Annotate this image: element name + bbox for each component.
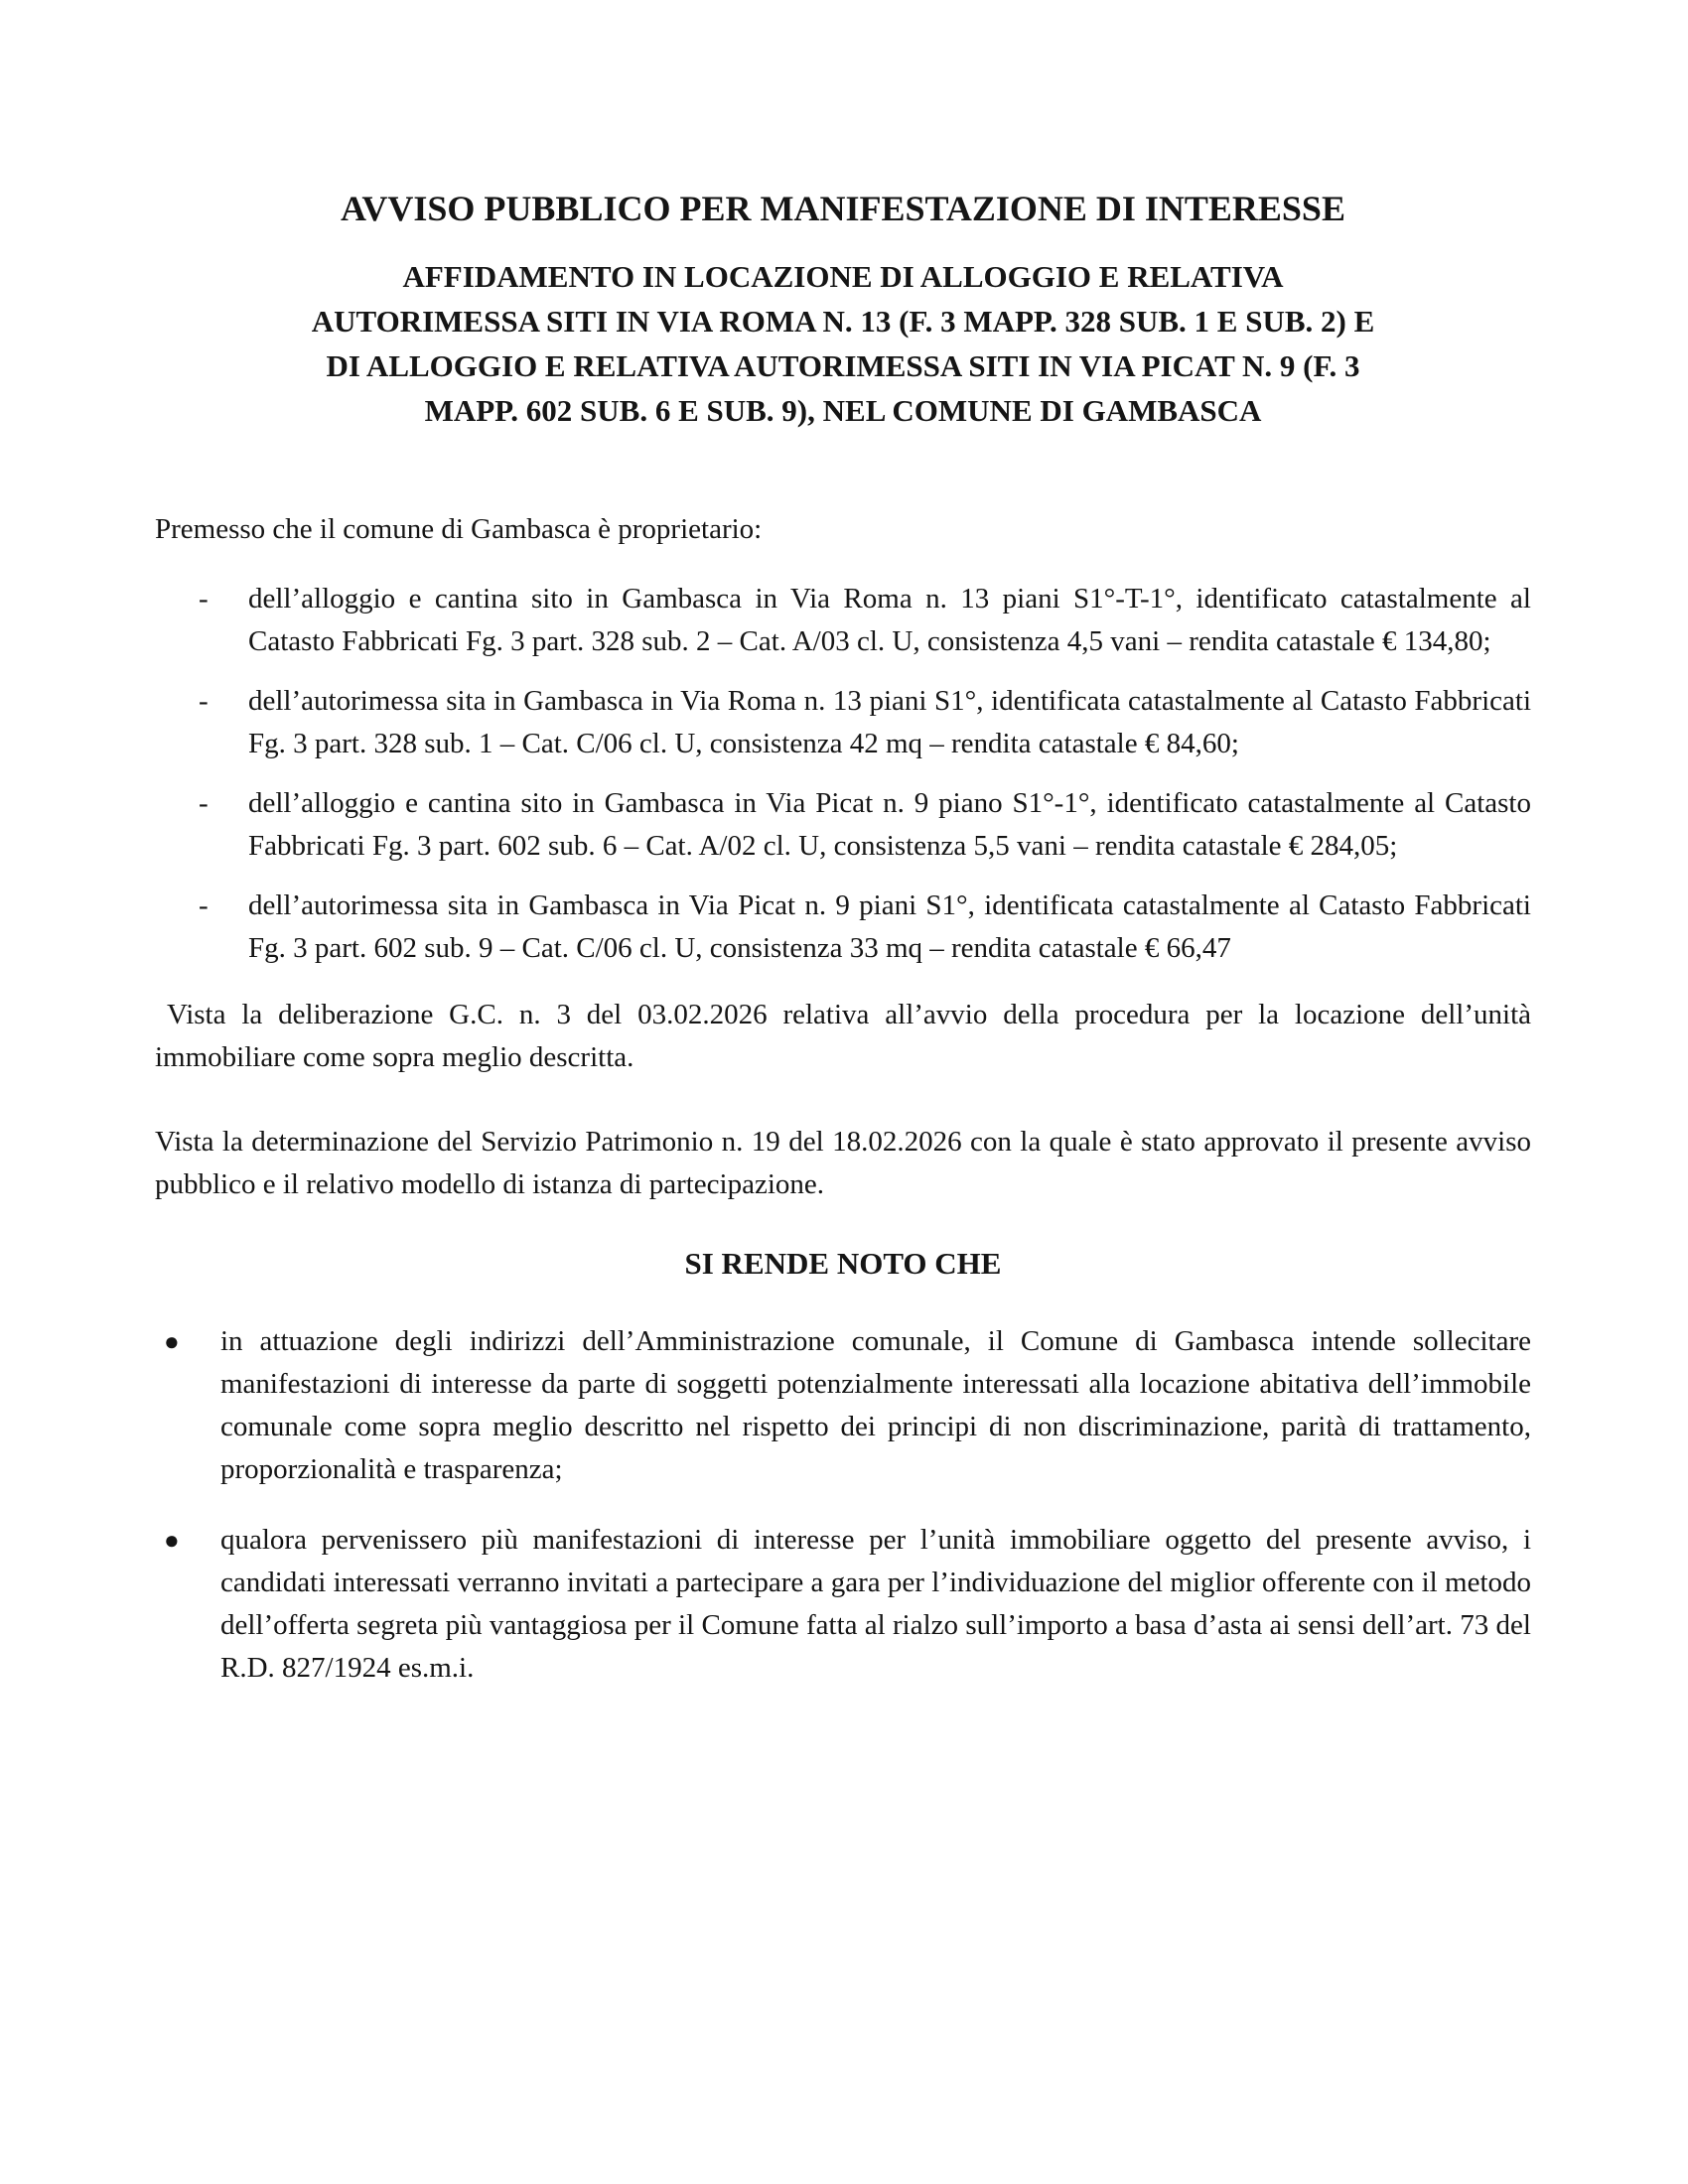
list-item	[155, 1519, 1531, 1690]
list-item-text: qualora pervenissero più manifestazioni di interesse per l’unità immobiliare oggetto del presente avviso, i candidati interessati verranno invitati a partecipare a gara per l’individuazione del miglior offerente con il metodo dell’offerta segreta più vantaggiosa per il Comune fatta al rialzo sull’importo a basa d’asta ai sensi dell’art. 73 del R.D. 827/1924 es.m.i.	[220, 1524, 1531, 1684]
subtitle-line: AUTORIMESSA SITI IN VIA ROMA N. 13 (F. 3 MAPP. 328 SUB. 1 E SUB. 2) E	[311, 304, 1375, 339]
intro-paragraph: Premesso che il comune di Gambasca è proprietario:	[155, 513, 763, 545]
list-item-text: dell’alloggio e cantina sito in Gambasca in Via Roma n. 13 piani S1°-T-1°, identificato catastalmente al Catasto Fabbricati Fg. 3 part. 328 sub. 2 – Cat. A/03 cl. U, consistenza 4,5 vani – rendita catastale € 134,80;	[248, 583, 1531, 657]
bullet-marker: ●	[164, 1327, 180, 1356]
list-item	[155, 885, 1531, 970]
dash-marker: -	[199, 685, 209, 717]
list-item	[155, 1320, 1531, 1491]
list-item	[155, 680, 1531, 765]
list-item-text: dell’autorimessa sita in Gambasca in Via Roma n. 13 piani S1°, identificata catastalmente al Catasto Fabbricati Fg. 3 part. 328 sub. 1 – Cat. C/06 cl. U, consistenza 42 mq – rendita catastale € 84,60;	[248, 685, 1531, 759]
subtitle-line: DI ALLOGGIO E RELATIVA AUTORIMESSA SITI IN VIA PICAT N. 9 (F. 3	[326, 348, 1360, 383]
list-item	[155, 782, 1531, 868]
list-item-text: in attuazione degli indirizzi dell’Amministrazione comunale, il Comune di Gambasca intende sollecitare manifestazioni di interesse da parte di soggetti potenzialmente interessati alla locazione abitativa dell’immobile comunale come sopra meglio descritto nel rispetto dei principi di non discriminazione, parità di trattamento, proporzionalità e trasparenza;	[220, 1325, 1531, 1485]
list-item	[155, 578, 1531, 663]
document-title: AVVISO PUBBLICO PER MANIFESTAZIONE DI INTERESSE	[341, 189, 1345, 228]
subtitle-line: MAPP. 602 SUB. 6 E SUB. 9), NEL COMUNE DI GAMBASCA	[424, 393, 1262, 428]
dash-marker: -	[199, 787, 209, 819]
property-list	[155, 578, 1531, 970]
dash-marker: -	[199, 583, 209, 614]
paragraph-deliberazione: Vista la deliberazione G.C. n. 3 del 03.02.2026 relativa all’avvio della procedura per la locazione dell’unità immobiliare come sopra meglio descritta.	[155, 999, 1531, 1073]
dash-marker: -	[199, 889, 209, 921]
subtitle-line: AFFIDAMENTO IN LOCAZIONE DI ALLOGGIO E RELATIVA	[402, 259, 1284, 294]
section-heading: SI RENDE NOTO CHE	[684, 1246, 1002, 1281]
paragraph-determinazione: Vista la determinazione del Servizio Patrimonio n. 19 del 18.02.2026 con la quale è stato approvato il presente avviso pubblico e il relativo modello di istanza di partecipazione.	[155, 1126, 1531, 1200]
document-subtitle	[155, 254, 1531, 433]
list-item-text: dell’alloggio e cantina sito in Gambasca in Via Picat n. 9 piano S1°-1°, identificato catastalmente al Catasto Fabbricati Fg. 3 part. 602 sub. 6 – Cat. A/02 cl. U, consistenza 5,5 vani – rendita catastale € 284,05;	[248, 787, 1531, 862]
notice-list	[155, 1320, 1531, 1690]
bullet-marker: ●	[164, 1526, 180, 1555]
list-item-text: dell’autorimessa sita in Gambasca in Via Picat n. 9 piani S1°, identificata catastalmente al Catasto Fabbricati Fg. 3 part. 602 sub. 9 – Cat. C/06 cl. U, consistenza 33 mq – rendita catastale € 66,47	[248, 889, 1531, 964]
